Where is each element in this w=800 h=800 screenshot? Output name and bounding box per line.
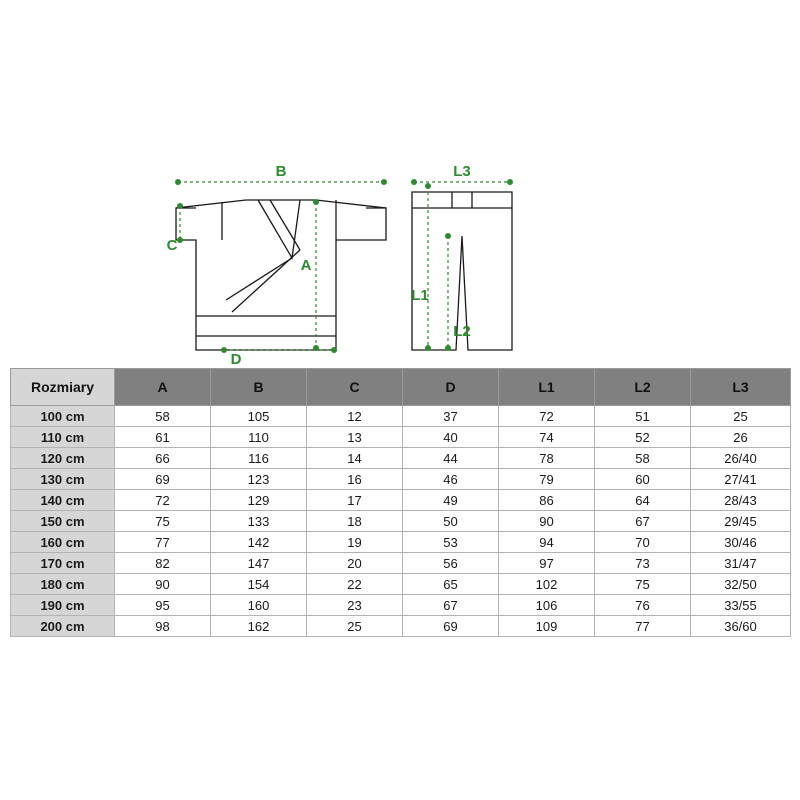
- dim-l1-start-marker: [425, 183, 431, 189]
- dim-l2-start-marker: [445, 233, 451, 239]
- cell-c: 22: [307, 574, 403, 595]
- cell-d: 56: [403, 553, 499, 574]
- row-size-label: 100 cm: [11, 406, 115, 427]
- table-row: [11, 448, 791, 469]
- dim-l1-end-marker: [425, 345, 431, 351]
- jacket-illustration: [176, 200, 386, 350]
- cell-a: 61: [115, 427, 211, 448]
- cell-l2: 70: [595, 532, 691, 553]
- table-header-a: A: [115, 369, 211, 406]
- cell-b: 105: [211, 406, 307, 427]
- cell-b: 133: [211, 511, 307, 532]
- row-size-label: 150 cm: [11, 511, 115, 532]
- dim-l3-start-marker: [411, 179, 417, 185]
- cell-l1: 94: [499, 532, 595, 553]
- table-header-d: D: [403, 369, 499, 406]
- cell-l3: 30/46: [691, 532, 791, 553]
- cell-l1: 90: [499, 511, 595, 532]
- dim-d-label: D: [230, 351, 242, 365]
- cell-b: 129: [211, 490, 307, 511]
- cell-a: 98: [115, 616, 211, 637]
- cell-c: 12: [307, 406, 403, 427]
- cell-a: 72: [115, 490, 211, 511]
- cell-b: 147: [211, 553, 307, 574]
- cell-c: 17: [307, 490, 403, 511]
- cell-c: 23: [307, 595, 403, 616]
- cell-l3: 28/43: [691, 490, 791, 511]
- table-row: [11, 574, 791, 595]
- cell-l3: 29/45: [691, 511, 791, 532]
- cell-b: 142: [211, 532, 307, 553]
- cell-d: 50: [403, 511, 499, 532]
- cell-l1: 109: [499, 616, 595, 637]
- cell-l2: 67: [595, 511, 691, 532]
- cell-l1: 106: [499, 595, 595, 616]
- cell-l2: 64: [595, 490, 691, 511]
- cell-a: 95: [115, 595, 211, 616]
- dim-c-start-marker: [177, 203, 183, 209]
- table-header-b: B: [211, 369, 307, 406]
- cell-l3: 31/47: [691, 553, 791, 574]
- table-header-row: [11, 369, 791, 406]
- table-row: [11, 553, 791, 574]
- cell-d: 65: [403, 574, 499, 595]
- dim-l1-label: L1: [411, 287, 429, 304]
- cell-d: 37: [403, 406, 499, 427]
- dim-d-end-marker: [331, 347, 337, 353]
- table-header-l2: L2: [595, 369, 691, 406]
- cell-d: 46: [403, 469, 499, 490]
- cell-b: 154: [211, 574, 307, 595]
- cell-b: 116: [211, 448, 307, 469]
- row-size-label: 110 cm: [11, 427, 115, 448]
- cell-d: 53: [403, 532, 499, 553]
- cell-l2: 75: [595, 574, 691, 595]
- cell-l3: 25: [691, 406, 791, 427]
- cell-l3: 33/55: [691, 595, 791, 616]
- dim-l3-end-marker: [507, 179, 513, 185]
- table-row: [11, 490, 791, 511]
- cell-l1: 86: [499, 490, 595, 511]
- cell-l3: 32/50: [691, 574, 791, 595]
- table-row: [11, 532, 791, 553]
- cell-c: 20: [307, 553, 403, 574]
- table-body: [11, 406, 791, 637]
- size-table: [10, 368, 791, 637]
- cell-l2: 52: [595, 427, 691, 448]
- dim-b-start-marker: [175, 179, 181, 185]
- cell-d: 44: [403, 448, 499, 469]
- cell-b: 162: [211, 616, 307, 637]
- cell-c: 16: [307, 469, 403, 490]
- cell-l1: 74: [499, 427, 595, 448]
- cell-d: 69: [403, 616, 499, 637]
- cell-l2: 60: [595, 469, 691, 490]
- cell-l3: 26/40: [691, 448, 791, 469]
- table-row: [11, 616, 791, 637]
- dim-b-label: B: [275, 163, 287, 180]
- dim-l3-label: L3: [453, 163, 471, 180]
- cell-a: 69: [115, 469, 211, 490]
- cell-l2: 76: [595, 595, 691, 616]
- table-row: [11, 595, 791, 616]
- garment-diagram: [0, 140, 800, 365]
- cell-l1: 78: [499, 448, 595, 469]
- cell-a: 66: [115, 448, 211, 469]
- table-header: [11, 369, 791, 406]
- cell-l3: 27/41: [691, 469, 791, 490]
- cell-l2: 77: [595, 616, 691, 637]
- size-table-container: [10, 368, 790, 637]
- cell-l2: 58: [595, 448, 691, 469]
- cell-d: 40: [403, 427, 499, 448]
- dim-a-label: A: [300, 257, 312, 274]
- dim-c-end-marker: [177, 237, 183, 243]
- row-size-label: 120 cm: [11, 448, 115, 469]
- dim-a-start-marker: [313, 199, 319, 205]
- cell-l2: 51: [595, 406, 691, 427]
- cell-b: 160: [211, 595, 307, 616]
- cell-l1: 97: [499, 553, 595, 574]
- dim-b-end-marker: [381, 179, 387, 185]
- cell-b: 123: [211, 469, 307, 490]
- table-row: [11, 406, 791, 427]
- cell-c: 25: [307, 616, 403, 637]
- cell-l3: 36/60: [691, 616, 791, 637]
- cell-a: 90: [115, 574, 211, 595]
- cell-a: 77: [115, 532, 211, 553]
- table-row: [11, 469, 791, 490]
- cell-a: 82: [115, 553, 211, 574]
- cell-c: 14: [307, 448, 403, 469]
- cell-c: 18: [307, 511, 403, 532]
- cell-d: 49: [403, 490, 499, 511]
- cell-d: 67: [403, 595, 499, 616]
- cell-c: 19: [307, 532, 403, 553]
- cell-l3: 26: [691, 427, 791, 448]
- row-size-label: 140 cm: [11, 490, 115, 511]
- dim-l2-end-marker: [445, 345, 451, 351]
- table-row: [11, 511, 791, 532]
- cell-c: 13: [307, 427, 403, 448]
- cell-a: 75: [115, 511, 211, 532]
- dim-l2-label: L2: [453, 323, 471, 340]
- cell-a: 58: [115, 406, 211, 427]
- table-header-l1: L1: [499, 369, 595, 406]
- row-size-label: 190 cm: [11, 595, 115, 616]
- table-header-l3: L3: [691, 369, 791, 406]
- table-row: [11, 427, 791, 448]
- table-header-c: C: [307, 369, 403, 406]
- dim-c-label: C: [166, 237, 178, 254]
- row-size-label: 170 cm: [11, 553, 115, 574]
- row-size-label: 160 cm: [11, 532, 115, 553]
- dim-d-start-marker: [221, 347, 227, 353]
- cell-l1: 102: [499, 574, 595, 595]
- row-size-label: 200 cm: [11, 616, 115, 637]
- cell-l1: 72: [499, 406, 595, 427]
- cell-l2: 73: [595, 553, 691, 574]
- row-size-label: 130 cm: [11, 469, 115, 490]
- cell-b: 110: [211, 427, 307, 448]
- table-corner-header: Rozmiary: [11, 369, 115, 406]
- cell-l1: 79: [499, 469, 595, 490]
- row-size-label: 180 cm: [11, 574, 115, 595]
